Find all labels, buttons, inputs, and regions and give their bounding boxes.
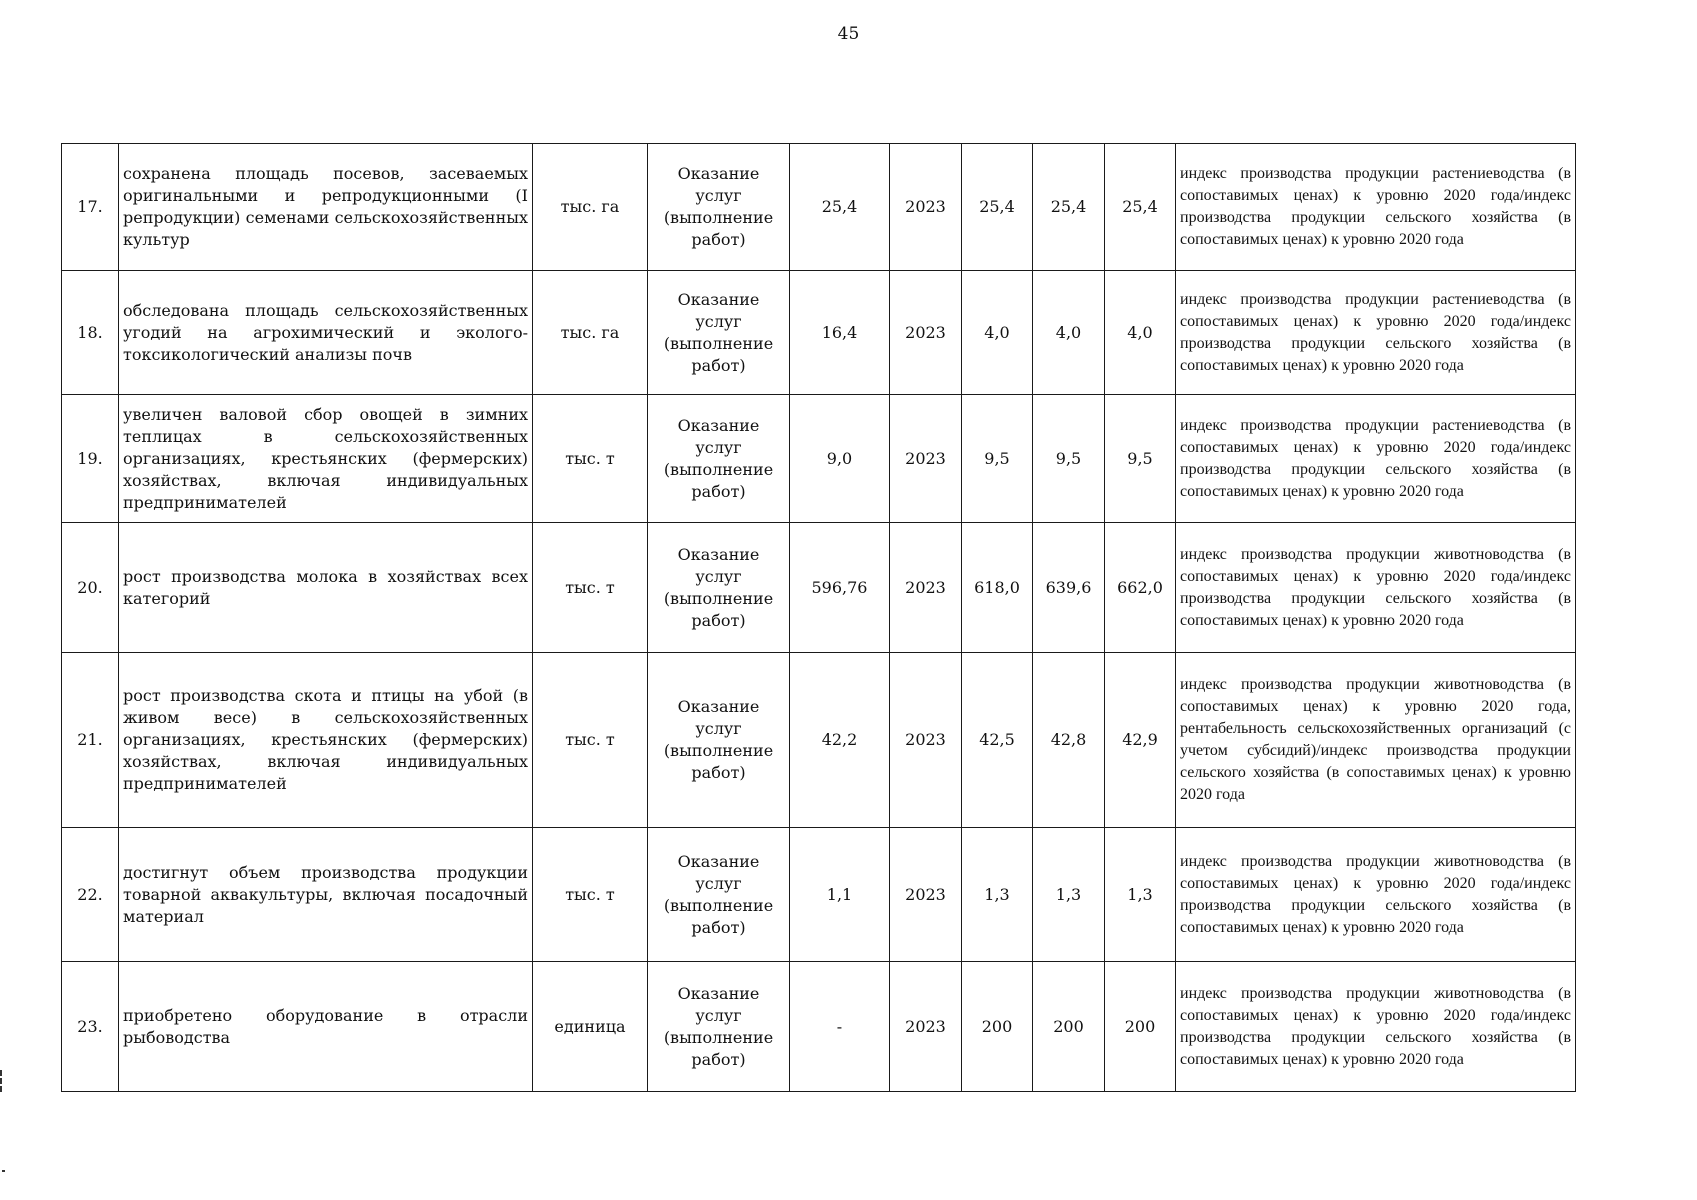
- row-base-value: 1,1: [790, 828, 890, 962]
- table-row: [62, 395, 1576, 523]
- row-number: 17.: [62, 144, 119, 271]
- row-description: обследована площадь сельскохозяйственных угодий на агрохимический и эколого-токсикологический анализы почв: [119, 271, 533, 395]
- row-indicator: индекс производства продукции животноводства (в сопоставимых ценах) к уровню 2020 года/индекс производства продукции сельского хозяйства (в сопоставимых ценах) к уровню 2020 года: [1176, 828, 1576, 962]
- row-kind: Оказание услуг (выполнение работ): [648, 395, 790, 523]
- row-value-2: 9,5: [1033, 395, 1105, 523]
- row-description: рост производства молока в хозяйствах всех категорий: [119, 523, 533, 653]
- row-year: 2023: [890, 144, 962, 271]
- row-kind: Оказание услуг (выполнение работ): [648, 523, 790, 653]
- results-table: [61, 143, 1576, 1092]
- table-row: [62, 653, 1576, 828]
- row-indicator: индекс производства продукции растениеводства (в сопоставимых ценах) к уровню 2020 года/индекс производства продукции сельского хозяйства (в сопоставимых ценах) к уровню 2020 года: [1176, 144, 1576, 271]
- row-year: 2023: [890, 828, 962, 962]
- row-value-1: 618,0: [962, 523, 1033, 653]
- row-year: 2023: [890, 653, 962, 828]
- row-unit: тыс. т: [533, 828, 648, 962]
- row-unit: тыс. га: [533, 144, 648, 271]
- row-value-2: 25,4: [1033, 144, 1105, 271]
- table-row: [62, 144, 1576, 271]
- table-row: [62, 271, 1576, 395]
- scan-dot-mark: [2, 1170, 5, 1172]
- row-number: 22.: [62, 828, 119, 962]
- row-value-3: 9,5: [1105, 395, 1176, 523]
- row-description: приобретено оборудование в отрасли рыбоводства: [119, 962, 533, 1092]
- row-base-value: 9,0: [790, 395, 890, 523]
- row-number: 18.: [62, 271, 119, 395]
- row-base-value: -: [790, 962, 890, 1092]
- row-kind: Оказание услуг (выполнение работ): [648, 828, 790, 962]
- row-number: 21.: [62, 653, 119, 828]
- row-unit: тыс. т: [533, 523, 648, 653]
- row-value-3: 200: [1105, 962, 1176, 1092]
- row-indicator: индекс производства продукции животноводства (в сопоставимых ценах) к уровню 2020 года/индекс производства продукции сельского хозяйства (в сопоставимых ценах) к уровню 2020 года: [1176, 523, 1576, 653]
- row-value-2: 200: [1033, 962, 1105, 1092]
- row-indicator: индекс производства продукции животноводства (в сопоставимых ценах) к уровню 2020 года, рентабельность сельскохозяйственных организаций (с учетом субсидий)/индекс производства продукции сельского хозяйства (в сопоставимых ценах) к уровню 2020 года: [1176, 653, 1576, 828]
- scan-edge-mark: [0, 1070, 4, 1092]
- row-base-value: 42,2: [790, 653, 890, 828]
- row-value-1: 1,3: [962, 828, 1033, 962]
- row-value-2: 639,6: [1033, 523, 1105, 653]
- row-value-1: 42,5: [962, 653, 1033, 828]
- row-base-value: 25,4: [790, 144, 890, 271]
- row-base-value: 596,76: [790, 523, 890, 653]
- row-year: 2023: [890, 395, 962, 523]
- row-indicator: индекс производства продукции животноводства (в сопоставимых ценах) к уровню 2020 года/индекс производства продукции сельского хозяйства (в сопоставимых ценах) к уровню 2020 года: [1176, 962, 1576, 1092]
- row-value-3: 1,3: [1105, 828, 1176, 962]
- row-value-1: 9,5: [962, 395, 1033, 523]
- row-number: 19.: [62, 395, 119, 523]
- row-description: достигнут объем производства продукции товарной аквакультуры, включая посадочный материал: [119, 828, 533, 962]
- table-row: [62, 523, 1576, 653]
- row-value-3: 4,0: [1105, 271, 1176, 395]
- page-number: 45: [837, 24, 860, 44]
- row-value-3: 662,0: [1105, 523, 1176, 653]
- row-unit: тыс. т: [533, 653, 648, 828]
- row-value-1: 200: [962, 962, 1033, 1092]
- row-value-2: 42,8: [1033, 653, 1105, 828]
- row-year: 2023: [890, 271, 962, 395]
- row-value-2: 1,3: [1033, 828, 1105, 962]
- table-row: [62, 828, 1576, 962]
- row-kind: Оказание услуг (выполнение работ): [648, 144, 790, 271]
- row-value-3: 25,4: [1105, 144, 1176, 271]
- row-number: 20.: [62, 523, 119, 653]
- row-value-1: 25,4: [962, 144, 1033, 271]
- row-year: 2023: [890, 962, 962, 1092]
- row-kind: Оказание услуг (выполнение работ): [648, 962, 790, 1092]
- table-row: [62, 962, 1576, 1092]
- row-description: сохранена площадь посевов, засеваемых оригинальными и репродукционными (I репродукции) семенами сельскохозяйственных культур: [119, 144, 533, 271]
- row-base-value: 16,4: [790, 271, 890, 395]
- row-kind: Оказание услуг (выполнение работ): [648, 271, 790, 395]
- row-indicator: индекс производства продукции растениеводства (в сопоставимых ценах) к уровню 2020 года/индекс производства продукции сельского хозяйства (в сопоставимых ценах) к уровню 2020 года: [1176, 271, 1576, 395]
- row-value-2: 4,0: [1033, 271, 1105, 395]
- row-indicator: индекс производства продукции растениеводства (в сопоставимых ценах) к уровню 2020 года/индекс производства продукции сельского хозяйства (в сопоставимых ценах) к уровню 2020 года: [1176, 395, 1576, 523]
- row-number: 23.: [62, 962, 119, 1092]
- row-description: увеличен валовой сбор овощей в зимних теплицах в сельскохозяйственных организациях, крестьянских (фермерских) хозяйствах, включая индивидуальных предпринимателей: [119, 395, 533, 523]
- row-kind: Оказание услуг (выполнение работ): [648, 653, 790, 828]
- row-unit: тыс. т: [533, 395, 648, 523]
- row-unit: тыс. га: [533, 271, 648, 395]
- row-value-3: 42,9: [1105, 653, 1176, 828]
- row-description: рост производства скота и птицы на убой (в живом весе) в сельскохозяйственных организациях, крестьянских (фермерских) хозяйствах, включая индивидуальных предпринимателей: [119, 653, 533, 828]
- row-unit: единица: [533, 962, 648, 1092]
- row-year: 2023: [890, 523, 962, 653]
- row-value-1: 4,0: [962, 271, 1033, 395]
